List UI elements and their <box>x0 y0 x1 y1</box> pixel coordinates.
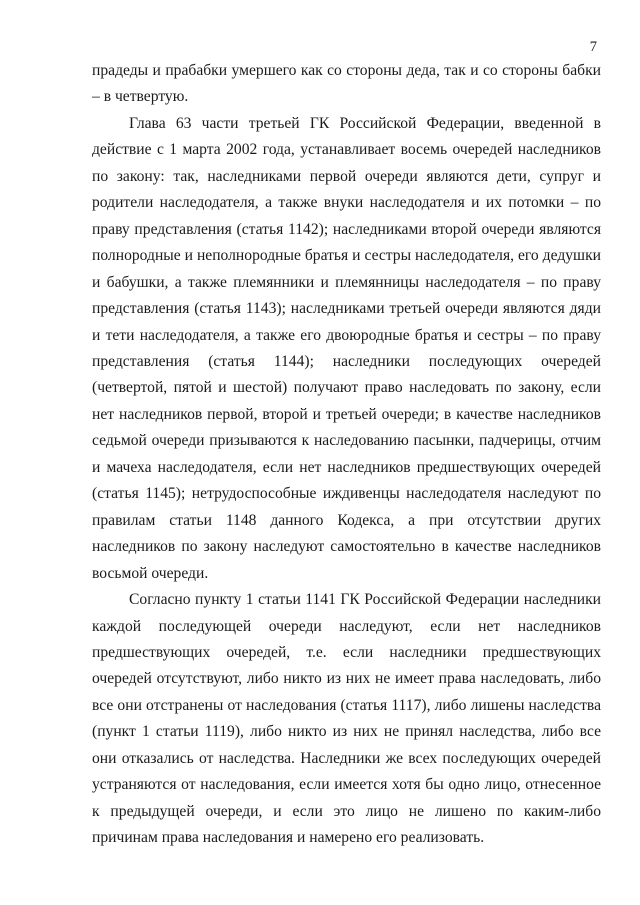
paragraph-continuation: прадеды и прабабки умершего как со стороны деда, так и со стороны бабки – в четвертую. <box>92 62 601 106</box>
page-number: 7 <box>589 39 597 55</box>
paragraph-article-1141: Согласно пункту 1 статьи 1141 ГК Российской Федерации наследники каждой последующей очереди наследуют, если нет наследников предшествующих очередей, т.е. если наследники предшествующих очередей отсутствуют, либо никто из них не имеет права наследовать, либо все они отстранены от наследования (статья 1117), либо лишены наследства (пункт 1 статьи 1119), либо никто из них не принял наследства, либо все они отказались от наследства. Наследники же всех последующих очередей устраняются от наследования, если имеется хотя бы одно лицо, отнесенное к предыдущей очереди, и если это лицо не лишено по каким-либо причинам права наследования и намерено его реализовать. <box>92 591 601 847</box>
body-text <box>92 58 601 852</box>
paragraph-chapter-63: Глава 63 части третьей ГК Российской Федерации, введенной в действие с 1 марта 2002 года, устанавливает восемь очередей наследников по закону: так, наследниками первой очереди являются дети, супруг и родители наследодателя, а также внуки наследодателя и их потомки – по праву представления (статья 1142); наследниками второй очереди являются полнородные и неполнородные братья и сестры наследодателя, его дедушки и бабушки, а также племянники и племянницы наследодателя – по праву представления (статья 1143); наследниками третьей очереди являются дяди и тети наследодателя, а также его двоюродные братья и сестры – по праву представления (статья 1144); наследники последующих очередей (четвертой, пятой и шестой) получают право наследовать по закону, если нет наследников первой, второй и третьей очереди; в качестве наследников седьмой очереди призываются к наследованию пасынки, падчерицы, отчим и мачеха наследодателя, если нет наследников предшествующих очередей (статья 1145); нетрудоспособные иждивенцы наследодателя наследуют по правилам статьи 1148 данного Кодекса, а при отсутствии других наследников по закону наследуют самостоятельно в качестве наследников восьмой очереди. <box>92 114 601 582</box>
